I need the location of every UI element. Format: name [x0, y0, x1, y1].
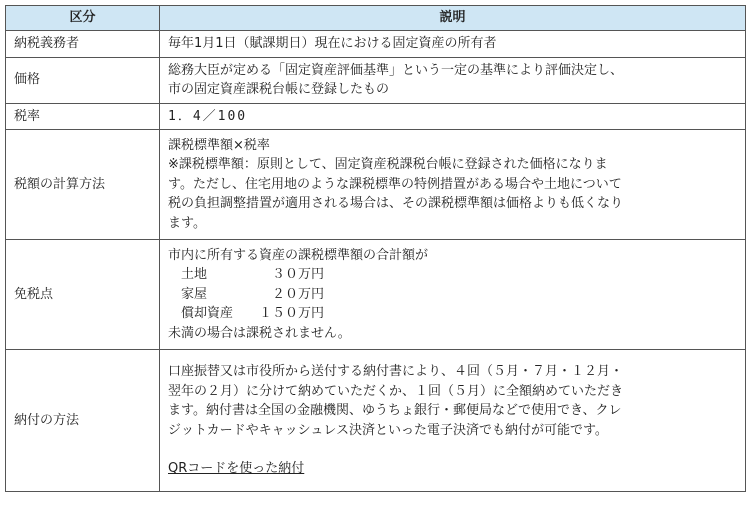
- row-label: 税額の計算方法: [6, 130, 160, 240]
- header-category: 区分: [6, 6, 160, 31]
- exemption-land: 土地 ３０万円: [168, 267, 325, 283]
- row-description: [160, 103, 746, 130]
- description-line: 税の負担調整措置が適用される場合は、その課税標準額は価格よりも低くなり: [168, 196, 624, 212]
- description-line: 課税標準額×税率: [168, 137, 270, 153]
- table-row-calculation: [6, 130, 746, 240]
- description-line: 未満の場合は課税されません。: [168, 325, 351, 341]
- exemption-house: 家屋 ２０万円: [168, 286, 325, 302]
- table-header-row: [6, 6, 746, 31]
- description-line: 市内に所有する資産の課税標準額の合計額が: [168, 247, 429, 263]
- row-description: [160, 350, 746, 492]
- table-row-tax-rate: [6, 103, 746, 130]
- row-label: 免税点: [6, 240, 160, 350]
- description-line: 口座振替又は市役所から送付する納付書により、４回（５月・７月・１２月・: [168, 364, 624, 380]
- row-description: [160, 57, 746, 103]
- header-description: 説明: [160, 6, 746, 31]
- tax-info-table: [5, 5, 746, 492]
- table-row-exemption: [6, 240, 746, 350]
- row-description: [160, 130, 746, 240]
- row-label: 価格: [6, 57, 160, 103]
- exemption-depreciable-assets: 償却資産 １５０万円: [168, 306, 325, 322]
- row-label: 納付の方法: [6, 350, 160, 492]
- row-description: [160, 240, 746, 350]
- description-line: 市の固定資産課税台帳に登録したもの: [168, 82, 390, 97]
- description-line: 翌年の２月）に分けて納めていただくか、１回（５月）に全額納めていただき: [168, 383, 624, 399]
- description-line: ます。納付書は全国の金融機関、ゆうちょ銀行・郵便局などで使用でき、クレ: [168, 403, 622, 419]
- table-row-price: [6, 57, 746, 103]
- tax-info-container: [5, 5, 745, 492]
- description-line: す。ただし、住宅用地のような課税標準の特例措置がある場合や土地について: [168, 176, 622, 192]
- row-label: 税率: [6, 103, 160, 130]
- row-description: [160, 31, 746, 58]
- table-row-payment-method: [6, 350, 746, 492]
- spacer: [168, 440, 737, 459]
- description-line: ます。: [168, 215, 206, 231]
- table-row-taxpayer: [6, 31, 746, 58]
- qr-code-payment-link[interactable]: QRコードを使った納付: [168, 461, 305, 477]
- row-label: 納税義務者: [6, 31, 160, 58]
- tax-rate-value: 1．4／100: [168, 108, 248, 124]
- description-line: ※課税標準額：原則として、固定資産税課税台帳に登録された価格になりま: [168, 157, 608, 173]
- description-line: ジットカードやキャッシュレス決済といった電子決済でも納付が可能です。: [168, 422, 608, 438]
- description-line: 毎年1月1日（賦課期日）現在における固定資産の所有者: [168, 36, 497, 51]
- description-line: 総務大臣が定める「固定資産評価基準」という一定の基準により評価決定し、: [168, 62, 624, 78]
